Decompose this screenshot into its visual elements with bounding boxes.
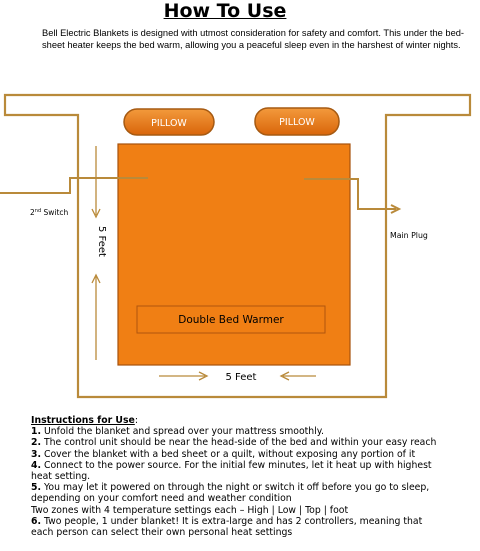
step-number: 4.	[31, 459, 42, 471]
instructions-heading-line	[31, 415, 480, 426]
pillow-right-label: PILLOW	[279, 117, 315, 128]
step-text: You may let it powered on through the night or switch it off before you go to sleep,	[41, 482, 430, 494]
step-number: 5.	[31, 482, 42, 494]
step-text: Cover the blanket with a bed sheet or a quilt, without exposing any portion of it	[41, 448, 416, 460]
instruction-line	[31, 437, 480, 448]
step-text: Unfold the blanket and spread over your mattress smoothly.	[41, 426, 324, 438]
instruction-line	[31, 482, 480, 493]
instructions-heading: Instructions for Use	[31, 415, 135, 426]
side-dimension-label: 5 Feet	[96, 226, 107, 257]
step-text: Two zones with 4 temperature settings each – High | Low | Top | foot	[31, 504, 349, 516]
intro-paragraph: Bell Electric Blankets is designed with utmost consideration for safety and comfort. This under the bed-sheet heater keeps the bed warm, allowing you a peaceful sleep even in the harshest of winter nights.	[42, 28, 465, 50]
step-number: 2.	[31, 437, 42, 449]
instruction-line	[31, 516, 480, 527]
step-number: 6.	[31, 515, 42, 527]
instructions-heading-colon: :	[134, 415, 138, 426]
second-switch-label: 2nd Switch	[30, 208, 69, 217]
step-text: Connect to the power source. For the initial few minutes, let it heat up with highest	[41, 459, 432, 471]
instruction-line	[31, 449, 480, 460]
page-title: How To Use	[163, 0, 287, 22]
instruction-line	[31, 471, 480, 482]
instruction-line	[31, 426, 480, 437]
step-text: heat setting.	[31, 471, 91, 483]
bed-warmer-blanket	[118, 144, 350, 365]
main-plug-label: Main Plug	[390, 231, 428, 240]
warmer-label: Double Bed Warmer	[178, 314, 284, 326]
pillow-left-label: PILLOW	[151, 118, 187, 129]
instruction-line	[31, 505, 480, 516]
instructions-section	[31, 415, 480, 538]
step-number: 3.	[31, 448, 42, 460]
step-number: 1.	[31, 426, 42, 438]
bottom-dimension-label: 5 Feet	[225, 372, 257, 383]
step-text: The control unit should be near the head-side of the bed and within your easy reach	[41, 437, 437, 449]
step-text: depending on your comfort need and weather condition	[31, 493, 292, 505]
instruction-line	[31, 493, 480, 504]
instruction-line	[31, 527, 480, 538]
step-text: each person can select their own personal heat settings	[31, 527, 293, 539]
step-text: Two people, 1 under blanket! It is extra-large and has 2 controllers, meaning that	[41, 515, 423, 527]
instruction-line	[31, 460, 480, 471]
